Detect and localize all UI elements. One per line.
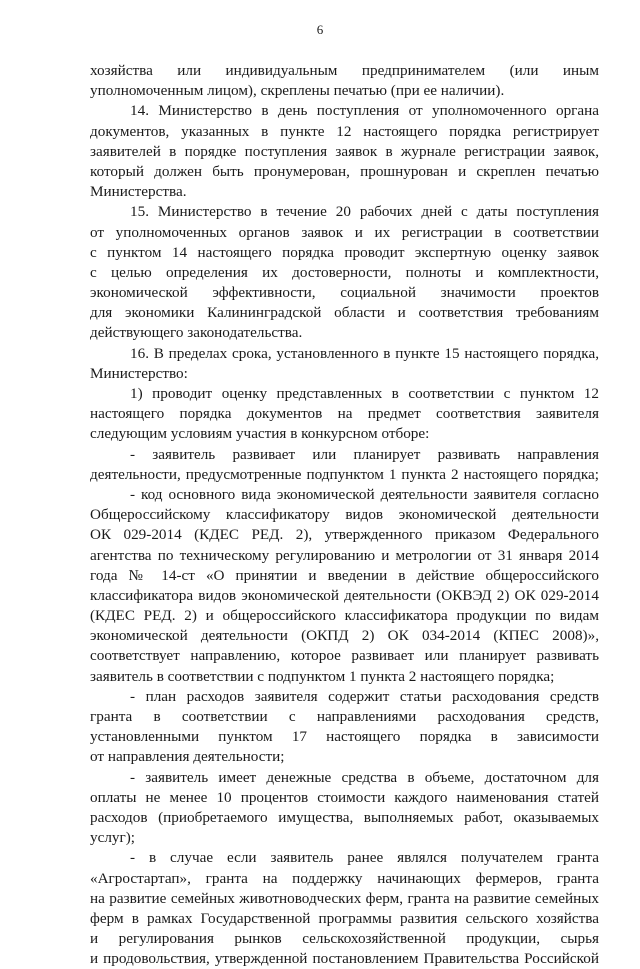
text-line: уполномоченным лицом), скреплены печатью (при ее наличии). bbox=[90, 82, 505, 100]
text-line: (КДЕС РЕД. 2) и общероссийского классификатора продукции по видам bbox=[90, 607, 599, 625]
text-line: - заявитель имеет денежные средства в объеме, достаточном для bbox=[130, 768, 599, 786]
text-line: ОК 029-2014 (КДЕС РЕД. 2), утвержденного приказом Федерального bbox=[90, 526, 599, 544]
document-body bbox=[90, 61, 599, 969]
text-line: расходов (приобретаемого имущества, выполняемых работ, оказываемых bbox=[90, 808, 599, 826]
page-number: 6 bbox=[316, 22, 324, 37]
text-line: документов, указанных в пункте 12 настоящего порядка регистрирует bbox=[90, 122, 599, 140]
text-line: и регулирования рынков сельскохозяйственной продукции, сырья bbox=[90, 930, 599, 948]
text-line: деятельности, предусмотренные подпунктом 1 пункта 2 настоящего порядка; bbox=[90, 465, 599, 483]
text-line: экономической деятельности (ОКПД 2) ОК 034-2014 (КПЕС 2008)», bbox=[90, 627, 599, 645]
text-line: Министерства. bbox=[90, 183, 187, 201]
text-line: классификатора видов экономической деятельности (ОКВЭД 2) ОК 029-2014 bbox=[90, 586, 599, 604]
text-line: установленными пунктом 17 настоящего порядка в зависимости bbox=[90, 728, 599, 746]
text-line: - заявитель развивает или планирует развивать направления bbox=[130, 445, 599, 463]
text-line: для экономики Калининградской области и соответствия требованиям bbox=[90, 304, 599, 322]
text-line: 14. Министерство в день поступления от уполномоченного органа bbox=[130, 102, 599, 120]
text-line: Министерство: bbox=[90, 364, 188, 382]
text-line: настоящего порядка документов на предмет соответствия заявителя bbox=[90, 405, 599, 423]
text-line: Общероссийскому классификатору видов экономической деятельности bbox=[90, 506, 599, 524]
text-line: гранта в соответствии с направлениями расходования средств, bbox=[90, 708, 599, 725]
text-line: ферм в рамках Государственной программы развития сельского хозяйства bbox=[90, 909, 599, 927]
text-line: «Агростартап», гранта на поддержку начинающих фермеров, гранта bbox=[90, 869, 599, 887]
text-line: 16. В пределах срока, установленного в пункте 15 настоящего порядка, bbox=[130, 344, 599, 362]
text-line: с целью определения их достоверности, полноты и комплектности, bbox=[90, 263, 599, 281]
text-line: услуг); bbox=[90, 829, 136, 847]
text-line: действующего законодательства. bbox=[90, 324, 303, 342]
text-line: оплаты не менее 10 процентов стоимости каждого наименования статей bbox=[90, 788, 599, 806]
text-line: заявитель в соответствии с подпунктом 1 пункта 2 настоящего порядка; bbox=[90, 667, 555, 685]
text-line: на развитие семейных животноводческих ферм, гранта на развитие семейных bbox=[90, 889, 599, 907]
text-line: и продовольствия, утвержденной постановлением Правительства Российской bbox=[90, 950, 599, 968]
text-line: 15. Министерство в течение 20 рабочих дней с даты поступления bbox=[130, 203, 599, 221]
text-line: года № 14-ст «О принятии и введении в действие общероссийского bbox=[90, 566, 599, 584]
text-line: с пунктом 14 настоящего порядка проводит экспертную оценку заявок bbox=[90, 243, 599, 261]
text-line: агентства по техническому регулированию и метрологии от 31 января 2014 bbox=[90, 546, 599, 564]
text-line: 1) проводит оценку представленных в соответствии с пунктом 12 bbox=[130, 385, 599, 402]
text-line: который должен быть пронумерован, прошнурован и скреплен печатью bbox=[90, 162, 599, 180]
text-line: соответствует направлению, которое развивает или планирует развивать bbox=[90, 647, 599, 665]
text-line: - в случае если заявитель ранее являлся получателем гранта bbox=[130, 849, 599, 867]
text-line: от направления деятельности; bbox=[90, 748, 285, 766]
text-line: следующим условиям участия в конкурсном отборе: bbox=[90, 425, 430, 443]
text-line: от уполномоченных органов заявок и их регистрации в соответствии bbox=[90, 223, 599, 241]
text-line: - план расходов заявителя содержит статьи расходования средств bbox=[130, 687, 599, 705]
text-line: заявителей в порядке поступления заявок в журнале регистрации заявок, bbox=[90, 142, 599, 160]
text-line: - код основного вида экономической деятельности заявителя согласно bbox=[130, 485, 599, 503]
text-line: экономической эффективности, социальной значимости проектов bbox=[90, 284, 599, 302]
text-line: хозяйства или индивидуальным предпринимателем (или иным bbox=[90, 62, 599, 79]
